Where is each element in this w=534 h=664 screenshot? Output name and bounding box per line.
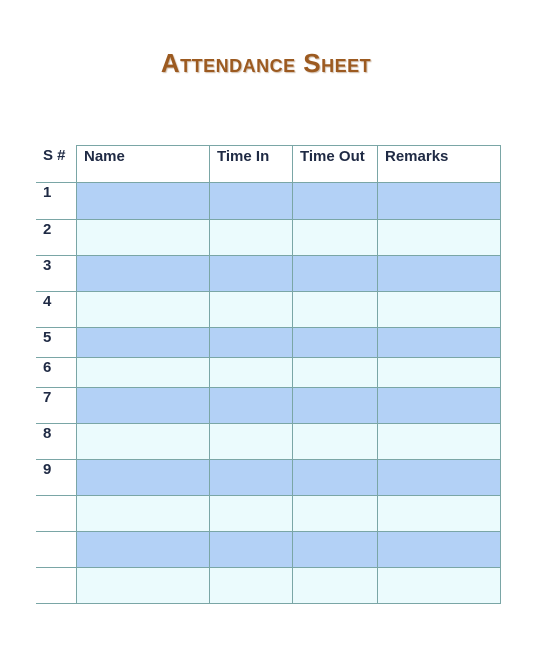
header-time-out: Time Out [292, 145, 377, 182]
name-cell[interactable] [76, 292, 209, 327]
table-row [36, 568, 501, 604]
time-in-cell[interactable] [209, 388, 292, 423]
time-in-cell[interactable] [209, 568, 292, 603]
time-in-cell[interactable] [209, 460, 292, 495]
row-number: 9 [36, 460, 76, 495]
row-number: 2 [36, 220, 76, 255]
time-out-cell[interactable] [292, 183, 377, 219]
time-in-cell[interactable] [209, 256, 292, 291]
remarks-cell[interactable] [377, 424, 501, 459]
time-out-cell[interactable] [292, 328, 377, 357]
remarks-cell[interactable] [377, 496, 501, 531]
row-number: 3 [36, 256, 76, 291]
name-cell[interactable] [76, 256, 209, 291]
remarks-cell[interactable] [377, 220, 501, 255]
name-cell[interactable] [76, 532, 209, 567]
name-cell[interactable] [76, 496, 209, 531]
table-row [36, 424, 501, 460]
remarks-cell[interactable] [377, 358, 501, 387]
remarks-cell[interactable] [377, 256, 501, 291]
table-row [36, 358, 501, 388]
remarks-cell[interactable] [377, 328, 501, 357]
table-row [36, 388, 501, 424]
remarks-cell[interactable] [377, 460, 501, 495]
time-in-cell[interactable] [209, 424, 292, 459]
row-number [36, 568, 76, 603]
time-in-cell[interactable] [209, 358, 292, 387]
remarks-cell[interactable] [377, 532, 501, 567]
time-out-cell[interactable] [292, 256, 377, 291]
remarks-cell[interactable] [377, 388, 501, 423]
table-row [36, 496, 501, 532]
table-row [36, 220, 501, 256]
time-out-cell[interactable] [292, 220, 377, 255]
name-cell[interactable] [76, 568, 209, 603]
time-out-cell[interactable] [292, 460, 377, 495]
time-out-cell[interactable] [292, 424, 377, 459]
remarks-cell[interactable] [377, 292, 501, 327]
row-number [36, 532, 76, 567]
time-in-cell[interactable] [209, 532, 292, 567]
table-row [36, 532, 501, 568]
header-time-in: Time In [209, 145, 292, 182]
time-out-cell[interactable] [292, 568, 377, 603]
row-number: 5 [36, 328, 76, 357]
time-in-cell[interactable] [209, 328, 292, 357]
row-number: 8 [36, 424, 76, 459]
name-cell[interactable] [76, 358, 209, 387]
attendance-table [36, 145, 501, 604]
time-in-cell[interactable] [209, 220, 292, 255]
name-cell[interactable] [76, 424, 209, 459]
header-serial: S # [43, 147, 66, 164]
header-remarks: Remarks [377, 145, 501, 182]
table-row [36, 292, 501, 328]
time-in-cell[interactable] [209, 183, 292, 219]
table-row [36, 460, 501, 496]
time-out-cell[interactable] [292, 532, 377, 567]
table-row [36, 256, 501, 292]
table-row [36, 183, 501, 220]
page-title: Attendance Sheet [160, 48, 372, 78]
header-name: Name [76, 145, 209, 182]
name-cell[interactable] [76, 328, 209, 357]
row-number: 6 [36, 358, 76, 387]
row-number [36, 496, 76, 531]
row-number: 1 [36, 183, 76, 219]
name-cell[interactable] [76, 460, 209, 495]
time-in-cell[interactable] [209, 292, 292, 327]
row-number: 7 [36, 388, 76, 423]
time-out-cell[interactable] [292, 388, 377, 423]
name-cell[interactable] [76, 220, 209, 255]
row-number: 4 [36, 292, 76, 327]
time-out-cell[interactable] [292, 496, 377, 531]
time-out-cell[interactable] [292, 292, 377, 327]
table-header [36, 145, 501, 183]
remarks-cell[interactable] [377, 568, 501, 603]
name-cell[interactable] [76, 183, 209, 219]
time-out-cell[interactable] [292, 358, 377, 387]
name-cell[interactable] [76, 388, 209, 423]
time-in-cell[interactable] [209, 496, 292, 531]
table-row [36, 328, 501, 358]
remarks-cell[interactable] [377, 183, 501, 219]
